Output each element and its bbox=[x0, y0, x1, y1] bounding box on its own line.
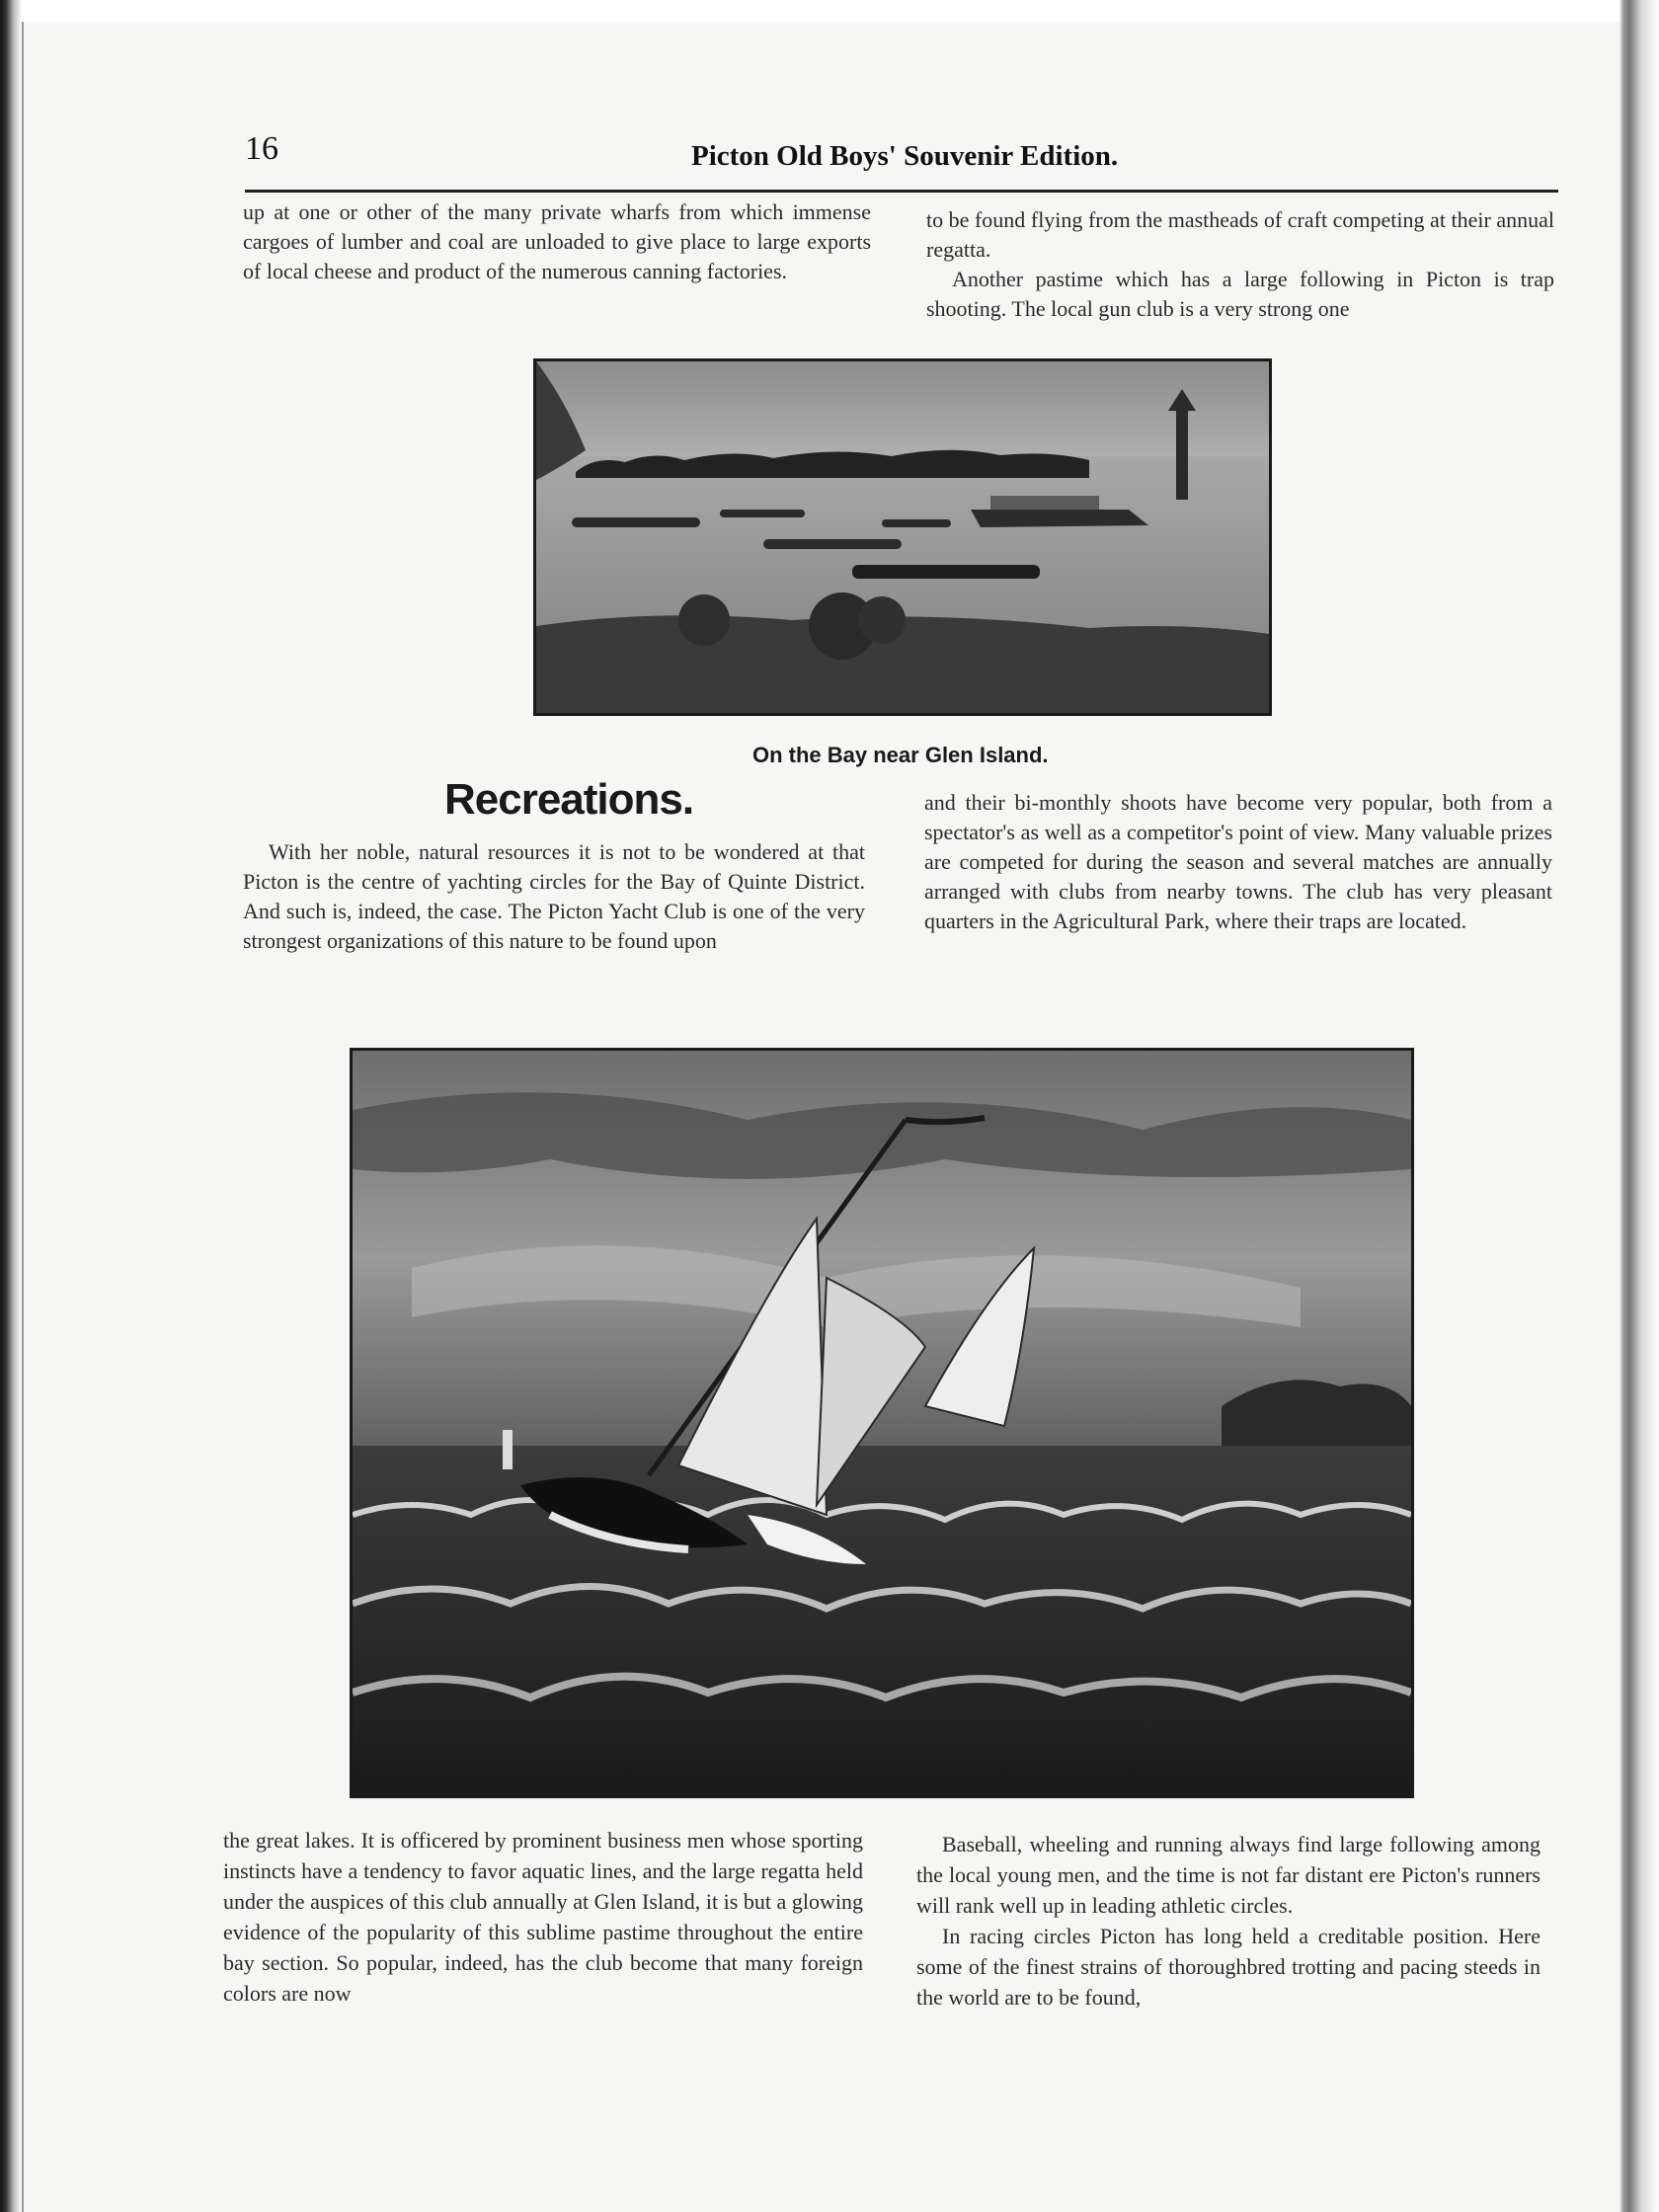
column-top-right bbox=[926, 205, 1554, 324]
photo-bay-glen-island bbox=[533, 358, 1272, 716]
column-bottom-right bbox=[916, 1829, 1540, 2013]
bay-engraving bbox=[536, 361, 1269, 713]
column-bottom-left bbox=[223, 1825, 863, 2009]
running-header bbox=[245, 130, 1558, 190]
illustration-sailing-yacht bbox=[350, 1048, 1414, 1798]
page-edge-right bbox=[1620, 0, 1659, 2212]
yacht-engraving bbox=[353, 1051, 1411, 1795]
paragraph: up at one or other of the many private wharfs from which immense cargoes of lumber and coal are unloaded to give place to large exports of local cheese and product of the numerous canning factories. bbox=[243, 199, 871, 283]
paragraph: and their bi-monthly shoots have become very popular, both from a spectator's as well as a competitor's point of view. Many valuable prizes are competed for during the season and several matches are annually arranged with clubs from nearby towns. The club has very pleasant quarters in the Agricultural Park, where their traps are located. bbox=[924, 790, 1552, 933]
paragraph: With her noble, natural resources it is not to be wondered at that Picton is the centre of yachting circles for the Bay of Quinte District. And such is, indeed, the case. The Picton Yacht Club is one of the very strongest organizations of this nature to be found upon bbox=[243, 839, 865, 953]
paragraph: In racing circles Picton has long held a creditable position. Here some of the finest strains of thoroughbred trotting and pacing steeds in the world are to be found, bbox=[916, 1924, 1540, 2010]
header-rule bbox=[245, 190, 1558, 193]
paragraph: to be found flying from the mastheads of craft competing at their annual regatta. bbox=[926, 207, 1554, 262]
column-top-left bbox=[243, 198, 871, 286]
column-mid-right bbox=[924, 788, 1552, 936]
column-mid-left bbox=[243, 837, 865, 956]
paragraph: Another pastime which has a large following in Picton is trap shooting. The local gun club is a very strong one bbox=[926, 267, 1554, 321]
page-number: 16 bbox=[245, 130, 278, 167]
section-heading: Recreations. bbox=[444, 775, 694, 824]
paragraph: Baseball, wheeling and running always find large following among the local young men, and the time is not far distant ere Picton's runners will rank well up in leading athletic circles. bbox=[916, 1832, 1540, 1918]
photo-caption: On the Bay near Glen Island. bbox=[752, 743, 1049, 767]
publication-title: Picton Old Boys' Souvenir Edition. bbox=[691, 140, 1119, 172]
paragraph: the great lakes. It is officered by prominent business men whose sporting instincts have a tendency to favor aquatic lines, and the large regatta held under the auspices of this club annually at Glen Island, it is but a glowing evidence of the popularity of this sublime pastime throughout the entire bay section. So popular, indeed, has the club become that many foreign colors are now bbox=[223, 1828, 863, 2006]
binding-shadow-left bbox=[0, 0, 22, 2212]
